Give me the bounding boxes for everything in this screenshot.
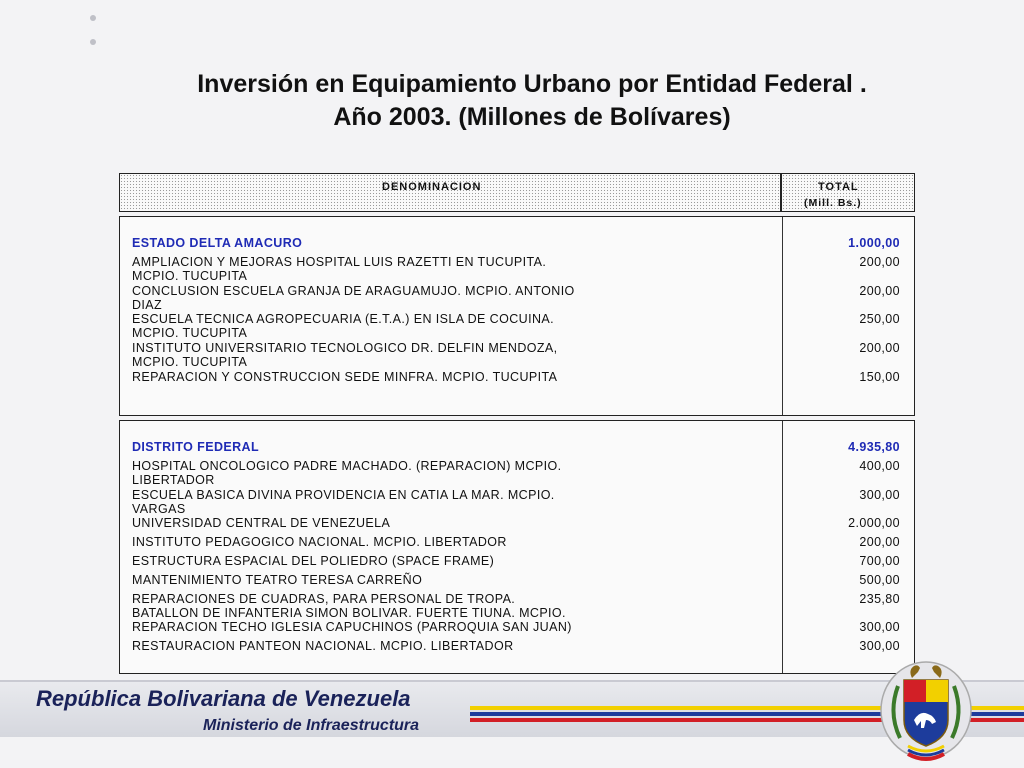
title-line-1: Inversión en Equipamiento Urbano por Entidad Federal .: [197, 70, 867, 98]
row-denominacion: ESTRUCTURA ESPACIAL DEL POLIEDRO (SPACE FRAME): [132, 554, 495, 568]
row-denominacion: INSTITUTO PEDAGOGICO NACIONAL. MCPIO. LIBERTADOR: [132, 535, 507, 549]
header-total: TOTAL: [818, 181, 859, 193]
row-total: 200,00: [859, 284, 900, 298]
row-denominacion: REPARACIONES DE CUADRAS, PARA PERSONAL DE TROPA. BATALLON DE INFANTERIA SIMON BOLIVAR. FUERTE TIUNA. MCPIO.: [132, 592, 566, 620]
decorative-dot-2: [90, 39, 96, 45]
row-total: 150,00: [859, 370, 900, 384]
row-denominacion: REPARACION Y CONSTRUCCION SEDE MINFRA. MCPIO. TUCUPITA: [132, 370, 558, 384]
page-title: [60, 68, 1004, 134]
row-total: 200,00: [859, 255, 900, 269]
row-denominacion: AMPLIACION Y MEJORAS HOSPITAL LUIS RAZETTI EN TUCUPITA. MCPIO. TUCUPITA: [132, 255, 547, 283]
footer-republica: República Bolivariana de Venezuela: [36, 686, 411, 711]
section-total: 1.000,00: [848, 236, 900, 250]
row-denominacion: CONCLUSION ESCUELA GRANJA DE ARAGUAMUJO. MCPIO. ANTONIO DIAZ: [132, 284, 575, 312]
footer: [0, 680, 1024, 768]
row-denominacion: MANTENIMIENTO TEATRO TERESA CARREÑO: [132, 573, 423, 587]
decorative-dot-1: [90, 15, 96, 21]
row-total: 300,00: [859, 620, 900, 634]
header-total-unit: (Mill. Bs.): [804, 197, 862, 209]
row-total: 235,80: [859, 592, 900, 606]
header-total-cell: [781, 173, 915, 212]
row-total: 400,00: [859, 459, 900, 473]
section-name: ESTADO DELTA AMACURO: [132, 236, 303, 250]
row-denominacion: ESCUELA TECNICA AGROPECUARIA (E.T.A.) EN ISLA DE COCUINA. MCPIO. TUCUPITA: [132, 312, 554, 340]
section-total: 4.935,80: [848, 440, 900, 454]
section-box-distrito-federal: [119, 420, 915, 674]
row-total: 2.000,00: [848, 516, 900, 530]
header-denominacion: DENOMINACION: [382, 181, 482, 193]
header-denominacion-cell: [119, 173, 781, 212]
row-total: 300,00: [859, 639, 900, 653]
venezuela-coat-of-arms-icon: [878, 658, 974, 766]
row-total: 200,00: [859, 341, 900, 355]
footer-ministerio: Ministerio de Infraestructura: [203, 717, 420, 734]
row-total: 700,00: [859, 554, 900, 568]
section-name: DISTRITO FEDERAL: [132, 440, 260, 454]
row-denominacion: REPARACION TECHO IGLESIA CAPUCHINOS (PARROQUIA SAN JUAN): [132, 620, 572, 634]
row-denominacion: ESCUELA BASICA DIVINA PROVIDENCIA EN CATIA LA MAR. MCPIO. VARGAS: [132, 488, 555, 516]
row-total: 500,00: [859, 573, 900, 587]
row-denominacion: RESTAURACION PANTEON NACIONAL. MCPIO. LIBERTADOR: [132, 639, 514, 653]
section-box-delta-amacuro: [119, 216, 915, 416]
row-total: 300,00: [859, 488, 900, 502]
title-line-2: Año 2003. (Millones de Bolívares): [333, 103, 731, 131]
row-denominacion: INSTITUTO UNIVERSITARIO TECNOLOGICO DR. DELFIN MENDOZA, MCPIO. TUCUPITA: [132, 341, 558, 369]
row-denominacion: HOSPITAL ONCOLOGICO PADRE MACHADO. (REPARACION) MCPIO. LIBERTADOR: [132, 459, 562, 487]
row-total: 200,00: [859, 535, 900, 549]
row-total: 250,00: [859, 312, 900, 326]
row-denominacion: UNIVERSIDAD CENTRAL DE VENEZUELA: [132, 516, 391, 530]
